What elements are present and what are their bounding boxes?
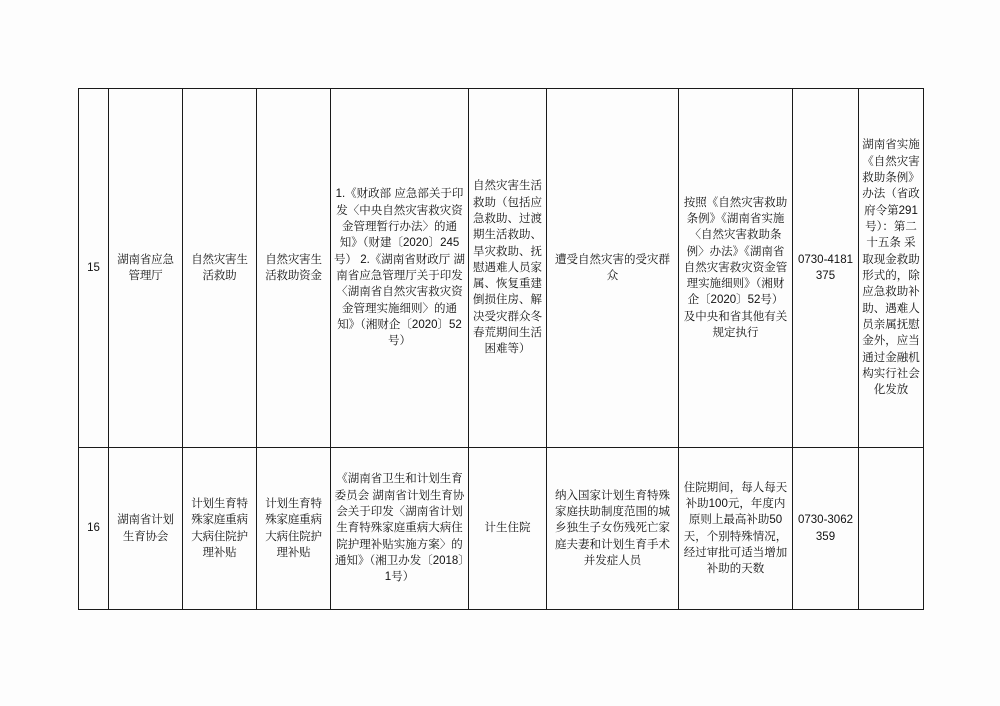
row-item: 自然灾害生活救助 (183, 89, 257, 448)
table-row (79, 89, 924, 448)
row-object: 纳入国家计划生育特殊家庭扶助制度范围的城乡独生子女伤残死亡家庭夫妻和计划生育手术并发症人员 (547, 448, 679, 610)
row-phone: 0730-3062359 (793, 448, 859, 610)
row-department: 湖南省计划生育协会 (109, 448, 183, 610)
row-phone: 0730-4181375 (793, 89, 859, 448)
row-remark (859, 448, 924, 610)
row-basis: 《湖南省卫生和计划生育委员会 湖南省计划生育协会关于印发〈湖南省计划生育特殊家庭重病大病住院护理补贴实施方案〉的通知》（湘卫办发〔2018〕1号） (331, 448, 469, 610)
table-row (79, 448, 924, 610)
subsidy-table (78, 88, 924, 610)
row-object: 遭受自然灾害的受灾群众 (547, 89, 679, 448)
row-basis: 1.《财政部 应急部关于印发〈中央自然灾害救灾资金管理暂行办法〉的通知》（财建〔2020〕245号） 2.《湖南省财政厅 湖南省应急管理厅关于印发〈湖南省自然灾害救灾资金管理实施细则〉的通知》（湘财企〔2020〕52号） (331, 89, 469, 448)
row-fund: 自然灾害生活救助资金 (257, 89, 331, 448)
row-remark: 湖南省实施《自然灾害救助条例》办法（省政府令第291号）：第二十五条 采取现金救助形式的，除应急救助补助、遇难人员亲属抚慰金外，应当通过金融机构实行社会化发放 (859, 89, 924, 448)
row-standard: 按照《自然灾害救助条例》《湖南省实施〈自然灾害救助条例〉办法》《湖南省自然灾害救灾资金管理实施细则》（湘财企〔2020〕52号）及中央和省其他有关规定执行 (679, 89, 793, 448)
row-standard: 住院期间，每人每天补助100元，年度内原则上最高补助50天，个别特殊情况，经过审批可适当增加补助的天数 (679, 448, 793, 610)
row-index: 16 (79, 448, 109, 610)
row-fund: 计划生育特殊家庭重病大病住院护理补贴 (257, 448, 331, 610)
row-item: 计划生育特殊家庭重病大病住院护理补贴 (183, 448, 257, 610)
row-department: 湖南省应急管理厅 (109, 89, 183, 448)
row-content: 自然灾害生活救助（包括应急救助、过渡期生活救助、旱灾救助、抚慰遇难人员家属、恢复重建倒损住房、解决受灾群众冬春荒期间生活困难等） (469, 89, 547, 448)
row-index: 15 (79, 89, 109, 448)
row-content: 计生住院 (469, 448, 547, 610)
